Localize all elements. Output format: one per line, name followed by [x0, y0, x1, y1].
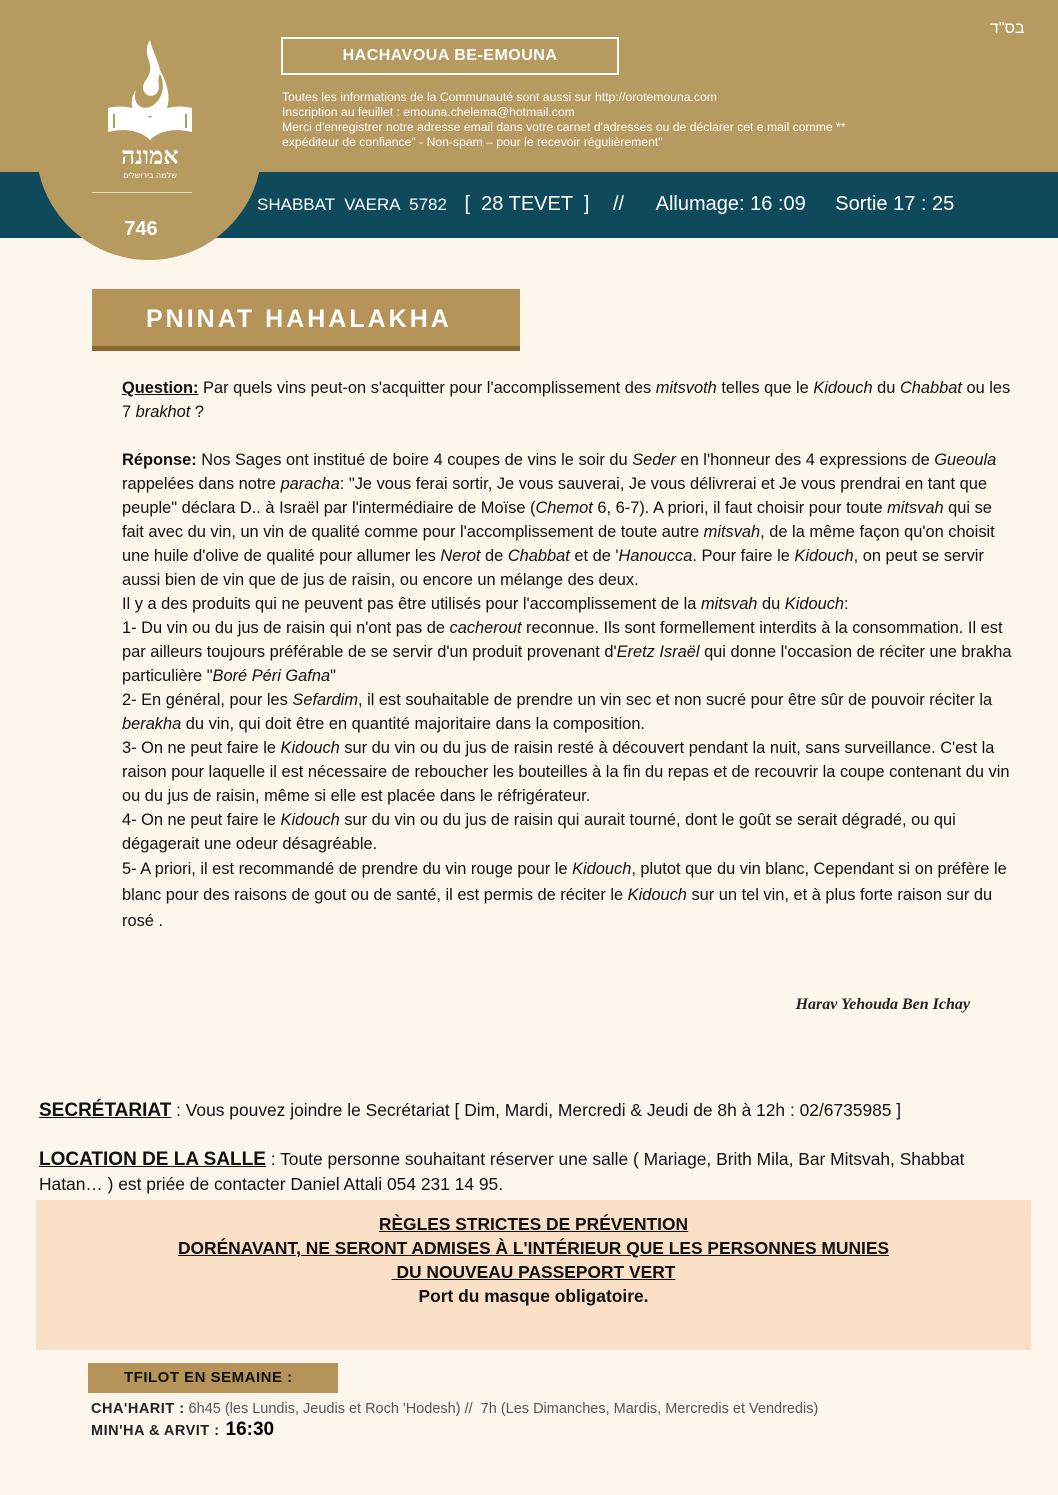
- answer-paragraph: Réponse: Nos Sages ont institué de boire 4 coupes de vins le soir du Seder en l'honneur des 4 expressions de Gueoula rappelées dans notre paracha: "Je vous ferai sortir, Je vous sauverai, Je vous délivrerai et Je vous prendrai en tant que peuple" déclara D.. à Israël par l'intermédiaire de Moïse (Chemot 6, 6-7). A priori, il faut choisir pour toute mitsvah qui se fait avec du vin, un vin de qualité comme pour l'accomplissement de toute autre mitsvah, de la même façon qu'on choisit une huile d'olive de qualité pour allumer les Nerot de Chabbat et de 'Hanoucca. Pour faire le Kidouch, on peut se servir aussi bien de vin que de jus de raisin, ou encore un mélange des deux.: [122, 451, 997, 589]
- parasha-name: SHABBAT VAERA 5782: [257, 195, 447, 214]
- weekday-prayers-label: TFILOT EN SEMAINE :: [88, 1363, 338, 1393]
- candle-lighting-time: Allumage: 16 :09: [655, 193, 806, 215]
- shacharit-label: CHA'HARIT :: [91, 1401, 185, 1417]
- emouna-logo-icon: [100, 36, 200, 186]
- info-line: Merci d'enregistrer notre adresse email dans votre carnet d'adresses ou de déclarer cet e.mail comme **: [282, 120, 846, 134]
- list-item: 1- Du vin ou du jus de raisin qui n'ont pas de cacherout reconnue. Ils sont formellement interdits à la consommation. Il est par ailleurs toujours préférable de se servir d'un produit provenant d'Eretz Israël qui donne l'occasion de réciter une brakha particulière "Boré Péri Gafna": [122, 619, 1012, 685]
- mask-rule: Port du masque obligatoire.: [418, 1286, 649, 1306]
- issue-number: 746: [124, 218, 158, 240]
- mincha-arvit-time: 16:30: [225, 1419, 275, 1440]
- answer-label: Réponse:: [122, 451, 197, 469]
- rules-heading: RÈGLES STRICTES DE PRÉVENTION: [378, 1214, 689, 1234]
- section-banner: [92, 289, 520, 351]
- info-line: Inscription au feuillet : emouna.chelema@hotmail.com: [282, 105, 575, 119]
- shabbat-times: [257, 193, 954, 216]
- shacharit-schedule: [91, 1401, 818, 1417]
- list-item: 3- On ne peut faire le Kidouch sur du vin ou du jus de raisin resté à découvert pendant la nuit, sans surveillance. C'est la raison pour laquelle il est nécessaire de reboucher les bouteilles à la fin du repas et de recouvrir la coupe contenant du vin ou du jus de raisin, même si elle est placée dans le réfrigérateur.: [122, 739, 1010, 805]
- mincha-arvit-label: MIN'HA & ARVIT :: [91, 1423, 220, 1439]
- shabbat-end-time: Sortie 17 : 25: [835, 193, 955, 215]
- info-line: Toutes les informations de la Communauté sont aussi sur http://orotemouna.com: [282, 90, 717, 104]
- secretariat-notice: [39, 1098, 1019, 1123]
- rules-line: DORÉNAVANT, NE SERONT ADMISES À L'INTÉRIEUR QUE LES PERSONNES MUNIES: [177, 1238, 890, 1258]
- list-item: 5- A priori, il est recommandé de prendre du vin rouge pour le Kidouch, plutot que du vin blanc, Cependant si on préfère le blanc pour des raisons de gout ou de santé, il est permis de réciter le Kidouch sur un tel vin, et à plus forte raison sur du rosé .: [122, 860, 1007, 930]
- hebrew-date: [ 28 TEVET ]: [464, 193, 590, 215]
- newsletter-title: HACHAVOUA BE-EMOUNA: [281, 37, 619, 75]
- halakha-article: [122, 376, 1012, 934]
- shacharit-times: 6h45 (les Lundis, Jeudis et Roch 'Hodesh) // 7h (Les Dimanches, Mardis, Mercredis et Vendredis): [184, 1401, 819, 1417]
- question-label: Question:: [122, 379, 199, 397]
- list-item: 2- En général, pour les Sefardim, il est souhaitable de prendre un vin sec et non sucré pour être sûr de pouvoir réciter la berakha du vin, qui doit être en quantité majoritaire dans la composition.: [122, 691, 993, 733]
- rules-line: DU NOUVEAU PASSEPORT VERT: [391, 1262, 676, 1282]
- hall-rental-label: LOCATION DE LA SALLE: [39, 1149, 266, 1170]
- hall-rental-notice: [39, 1147, 1019, 1196]
- hall-rental-text: : Toute personne souhaitant réserver une salle ( Mariage, Brith Mila, Bar Mitsvah, Shabbat Hatan… ) est priée de contacter Daniel Attali 054 231 14 95.: [39, 1149, 965, 1194]
- logo-divider: [92, 192, 192, 193]
- svg-text:שלמה בירושלים: שלמה בירושלים: [123, 171, 177, 180]
- svg-text:אמונה: אמונה: [121, 141, 179, 170]
- separator: //: [612, 193, 625, 215]
- info-block: [282, 90, 942, 150]
- article-paragraph: Il y a des produits qui ne peuvent pas être utilisés pour l'accomplissement de la mitsvah du Kidouch:: [122, 595, 849, 613]
- author-signature: Harav Yehouda Ben Ichay: [795, 996, 970, 1013]
- prevention-rules-box: [36, 1200, 1031, 1350]
- bsd-mark: בס"ד: [990, 20, 1025, 37]
- section-title: PNINAT HAHALAKHA: [146, 305, 452, 333]
- mincha-arvit-schedule: [91, 1419, 274, 1441]
- secretariat-text: : Vous pouvez joindre le Secrétariat [ Dim, Mardi, Mercredi & Jeudi de 8h à 12h : 02/6735985 ]: [171, 1100, 902, 1120]
- info-line: expéditeur de confiance" - Non-spam – pour le recevoir régulièrement": [282, 135, 663, 149]
- list-item: 4- On ne peut faire le Kidouch sur du vin ou du jus de raisin qui aurait tourné, dont le goût se serait dégradé, ou qui dégagerait une odeur désagréable.: [122, 811, 956, 853]
- secretariat-label: SECRÉTARIAT: [39, 1100, 172, 1121]
- question-paragraph: Question: Par quels vins peut-on s'acquitter pour l'accomplissement des mitsvoth telles que le Kidouch du Chabbat ou les 7 brakhot ?: [122, 379, 1011, 421]
